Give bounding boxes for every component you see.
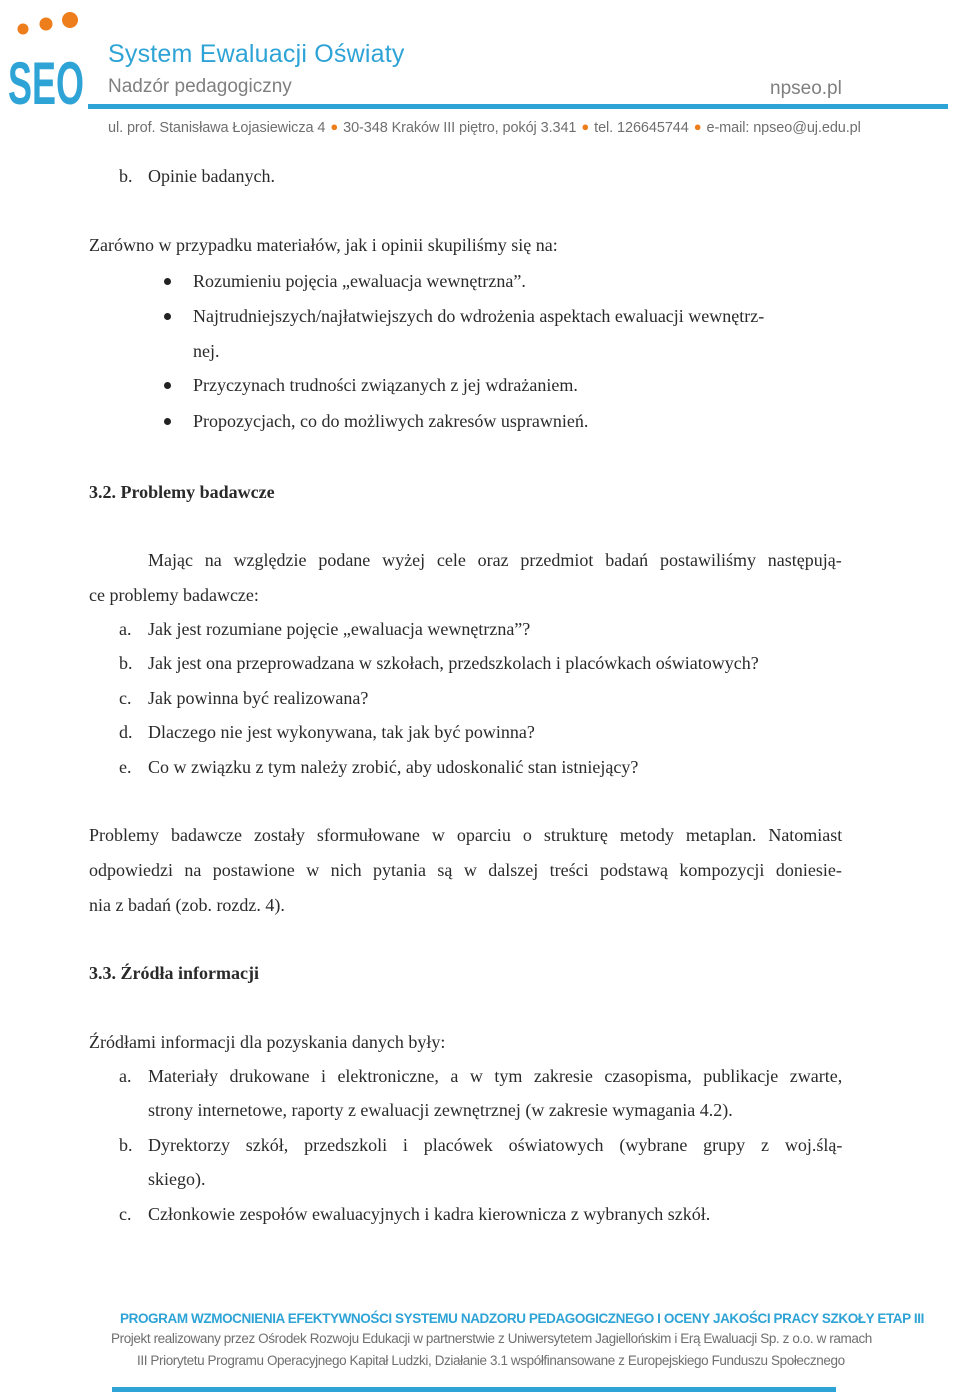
- address-separator-icon: ●: [693, 119, 702, 134]
- bullet-icon: [164, 278, 171, 285]
- brand-subtitle: Nadzór pedagogiczny: [108, 76, 292, 97]
- address-separator-icon: ●: [581, 119, 590, 134]
- address-city: 30-348 Kraków III piętro, pokój 3.341: [343, 120, 577, 136]
- seo-logo-graphic: [6, 4, 86, 117]
- source-text: Materiały drukowane i elektroniczne, a w tym zakresie czasopisma, publikacje zwarte,: [148, 1066, 843, 1086]
- bullet-item: Najtrudniejszych/najłatwiejszych do wdrożenia aspektach ewaluacji wewnętrz-: [193, 306, 765, 326]
- paragraph-line: nia z badań (zob. rozdz. 4).: [89, 895, 285, 915]
- bullet-icon: [164, 313, 171, 320]
- section-heading-3-2: 3.2. Problemy badawcze: [89, 482, 275, 502]
- source-text: Członkowie zespołów ewaluacyjnych i kadra kierownicza z wybranych szkół.: [148, 1204, 711, 1224]
- intro-text: Zarówno w przypadku materiałów, jak i opinii skupiliśmy się na:: [89, 235, 558, 255]
- footer-project-line: Projekt realizowany przez Ośrodek Rozwoju Edukacji w partnerstwie z Uniwersytetem Jagiellońskim i Erą Ewaluacji Sp. z o.o. w ramach: [111, 1331, 872, 1346]
- paragraph-line: ce problemy badawcze:: [89, 585, 259, 605]
- question-label: d.: [119, 722, 133, 742]
- bullet-icon: [164, 382, 171, 389]
- footer-divider: [112, 1387, 836, 1392]
- source-label: b.: [119, 1135, 133, 1155]
- bullet-item: Przyczynach trudności związanych z jej wdrażaniem.: [193, 375, 578, 395]
- footer-funding-line: III Priorytetu Programu Operacyjnego Kapitał Ludzki, Działanie 3.1 współfinansowane z Europejskiego Funduszu Społecznego: [137, 1353, 845, 1368]
- source-text-continuation: skiego).: [148, 1169, 206, 1189]
- bullet-icon: [164, 418, 171, 425]
- source-text-continuation: strony internetowe, raporty z ewaluacji zewnętrznej (w zakresie wymagania 4.2).: [148, 1100, 733, 1120]
- brand-url[interactable]: npseo.pl: [770, 78, 842, 99]
- section-heading-3-3: 3.3. Źródła informacji: [89, 963, 259, 983]
- question-text: Dlaczego nie jest wykonywana, tak jak być powinna?: [148, 722, 535, 742]
- bullet-item-continuation: nej.: [193, 341, 220, 361]
- paragraph-line: odpowiedzi na postawione w nich pytania są w dalszej treści podstawą kompozycji doniesie-: [89, 860, 842, 880]
- source-text: Dyrektorzy szkół, przedszkoli i placówek oświatowych (wybrane grupy z woj.ślą-: [148, 1135, 843, 1155]
- question-text: Co w związku z tym należy zrobić, aby udoskonalić stan istniejący?: [148, 757, 639, 777]
- address-line: [108, 120, 861, 136]
- question-label: e.: [119, 757, 132, 777]
- seo-logo: [6, 4, 86, 117]
- item-b-label: b.: [119, 166, 133, 186]
- paragraph-line: Mając na względzie podane wyżej cele oraz przedmiot badań postawiliśmy następują-: [148, 550, 842, 570]
- source-label: c.: [119, 1204, 132, 1224]
- question-label: b.: [119, 653, 133, 673]
- question-label: c.: [119, 688, 132, 708]
- address-separator-icon: ●: [330, 119, 339, 134]
- source-label: a.: [119, 1066, 132, 1086]
- sources-intro: Źródłami informacji dla pozyskania danych były:: [89, 1032, 446, 1052]
- address-email[interactable]: e-mail: npseo@uj.edu.pl: [706, 120, 861, 136]
- brand-title: System Ewaluacji Oświaty: [108, 40, 405, 68]
- logo-text: SEO: [8, 50, 84, 117]
- address-phone: tel. 126645744: [594, 120, 689, 136]
- question-label: a.: [119, 619, 132, 639]
- question-text: Jak jest rozumiane pojęcie „ewaluacja wewnętrzna”?: [148, 619, 531, 639]
- question-text: Jak jest ona przeprowadzana w szkołach, przedszkolach i placówkach oświatowych?: [148, 653, 759, 673]
- item-b-text: Opinie badanych.: [148, 166, 275, 186]
- header-divider: [88, 104, 948, 109]
- question-text: Jak powinna być realizowana?: [148, 688, 369, 708]
- bullet-item: Rozumieniu pojęcia „ewaluacja wewnętrzna”.: [193, 271, 526, 291]
- bullet-item: Propozycjach, co do możliwych zakresów usprawnień.: [193, 411, 589, 431]
- address-street: ul. prof. Stanisława Łojasiewicza 4: [108, 120, 326, 136]
- paragraph-line: Problemy badawcze zostały sformułowane w oparciu o strukturę metody metaplan. Natomiast: [89, 825, 843, 845]
- footer-program-title: PROGRAM WZMOCNIENIA EFEKTYWNOŚCI SYSTEMU NADZORU PEDAGOGICZNEGO I OCENY JAKOŚCI PRACY SZKOŁY ETAP III: [120, 1311, 924, 1326]
